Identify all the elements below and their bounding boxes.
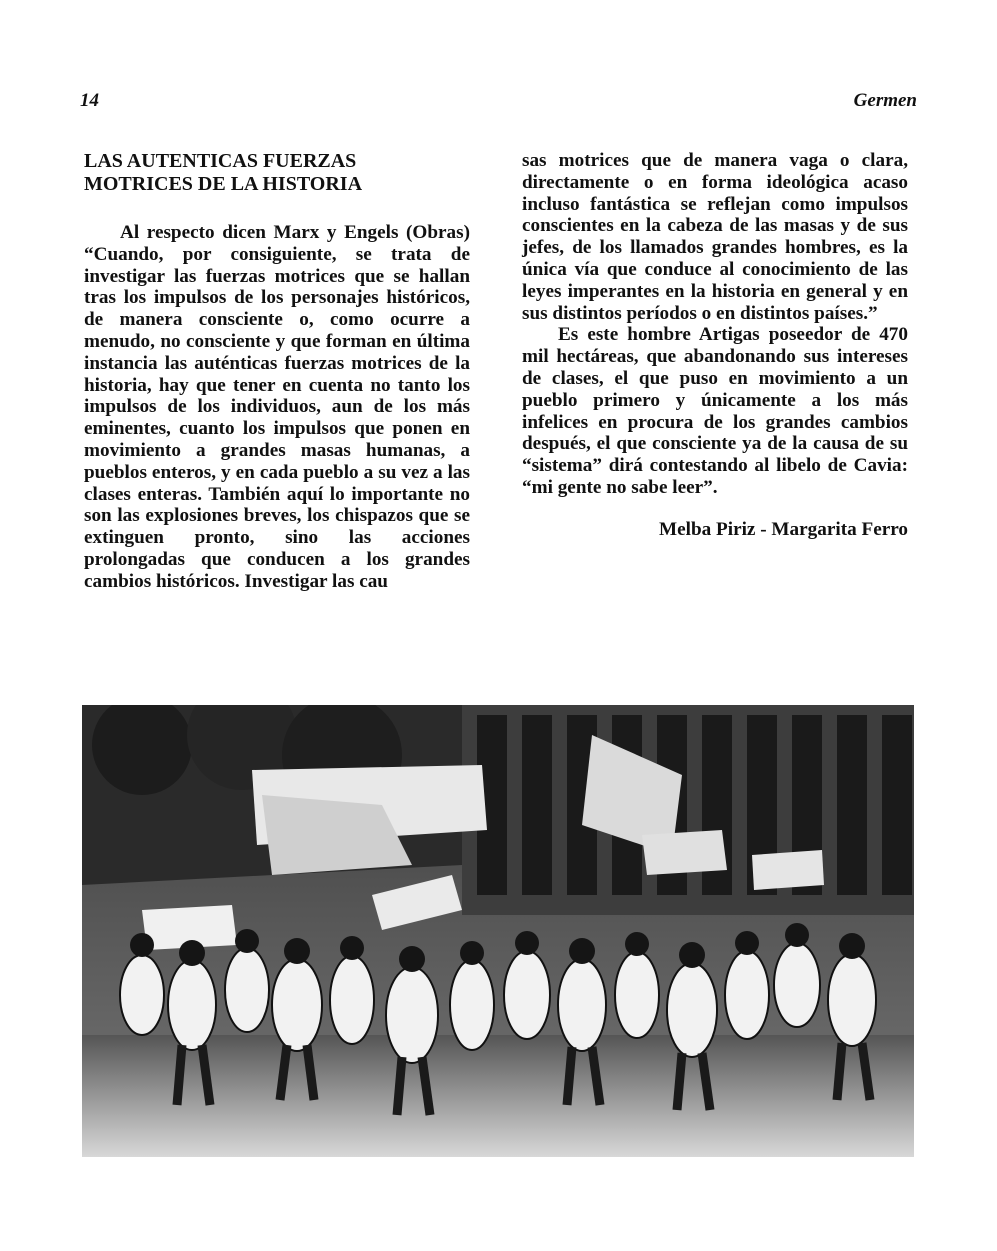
right-column (522, 150, 908, 541)
left-paragraph: Al respecto dicen Marx y Engels (Obras) “Cuando, por consiguiente, se trata de investigar las fuerzas motrices que se hallan tras los impulsos de los personajes históricos, de manera consciente o, como ocurre a menudo, no consciente y que forman en última instancia las auténticas fuerzas motrices de la historia, hay que tener en cuenta no tanto los impulsos de los individuos, aun de los más eminentes, cuanto los impulsos que ponen en movimiento a grandes masas humanas, a pueblos enteros, y en cada pueblo a su vez a las clases enteras. También aquí lo importante no son las explosiones breves, los chispazos que se extinguen pronto, sino las acciones prolongadas que conducen a los grandes cambios históricos. Investigar las cau (84, 222, 470, 592)
article-title (84, 150, 470, 196)
right-paragraph-1: sas motrices que de manera vaga o clara, directamente o en forma ideológica acaso incluso fantástica se reflejan como impulsos conscientes en la cabeza de las masas y de sus jefes, de los llamados grandes hombres, es la única vía que conduce al conocimiento de las leyes imperantes en la historia en general y en sus distintos períodos o en distintos países.” (522, 150, 908, 324)
title-line-2: MOTRICES DE LA HISTORIA (84, 173, 363, 195)
page-number: 14 (80, 90, 99, 111)
title-line-1: LAS AUTENTICAS FUERZAS (84, 150, 357, 172)
signature: Melba Piriz - Margarita Ferro (659, 518, 908, 540)
photo-illustration (82, 705, 914, 1157)
protest-march-photo (82, 705, 914, 1157)
left-column (84, 150, 470, 593)
running-head: Germen (853, 90, 917, 111)
right-paragraph-2: Es este hombre Artigas poseedor de 470 mil hectáreas, que abandonando sus intereses de clases, el que puso en movimiento a un pueblo primero y únicamente a los más infelices en procura de los grandes cambios después, el que consciente ya de la causa de su “sistema” dirá contestando al libelo de Cavia: “mi gente no sabe leer”. (522, 324, 908, 498)
